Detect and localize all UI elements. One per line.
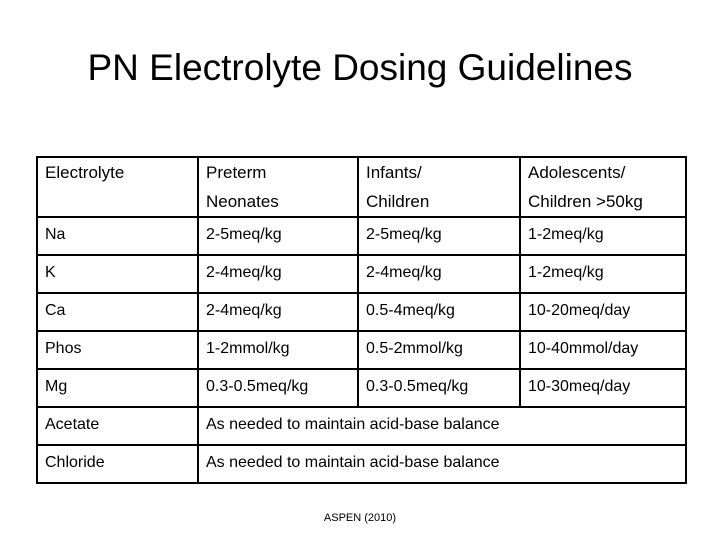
- header-label: Preterm Neonates: [206, 163, 279, 211]
- table-row: [37, 369, 686, 407]
- adolescent-dose-cell: 1-2meq/kg: [520, 217, 686, 255]
- preterm-dose-cell: 2-4meq/kg: [198, 255, 358, 293]
- header-label: Adolescents/ Children >50kg: [528, 163, 643, 211]
- preterm-dose-cell: 1-2mmol/kg: [198, 331, 358, 369]
- electrolyte-name-cell: Phos: [37, 331, 198, 369]
- table-row: [37, 255, 686, 293]
- source-footnote: ASPEN (2010): [323, 512, 397, 524]
- electrolyte-name-cell: Ca: [37, 293, 198, 331]
- header-label: Infants/ Children: [366, 163, 430, 211]
- table-row: [37, 331, 686, 369]
- preterm-dose-cell: 2-5meq/kg: [198, 217, 358, 255]
- preterm-dose-cell: 0.3-0.5meq/kg: [198, 369, 358, 407]
- header-label: Electrolyte: [45, 163, 125, 182]
- slide-title: PN Electrolyte Dosing Guidelines: [87, 47, 633, 88]
- table-row: [37, 445, 686, 483]
- dosing-note-cell: As needed to maintain acid-base balance: [198, 407, 686, 445]
- table-header-row: [37, 157, 686, 217]
- adolescent-dose-cell: 10-30meq/day: [520, 369, 686, 407]
- infant-dose-cell: 0.5-2mmol/kg: [358, 331, 520, 369]
- table-row: [37, 217, 686, 255]
- table-row: [37, 407, 686, 445]
- adolescent-dose-cell: 10-40mmol/day: [520, 331, 686, 369]
- dosing-note-cell: As needed to maintain acid-base balance: [198, 445, 686, 483]
- electrolyte-name-cell: K: [37, 255, 198, 293]
- preterm-dose-cell: 2-4meq/kg: [198, 293, 358, 331]
- adolescent-dose-cell: 1-2meq/kg: [520, 255, 686, 293]
- electrolyte-dosing-table: [36, 156, 687, 484]
- adolescent-dose-cell: 10-20meq/day: [520, 293, 686, 331]
- header-cell-electrolyte: [37, 157, 198, 217]
- infant-dose-cell: 2-4meq/kg: [358, 255, 520, 293]
- electrolyte-name-cell: Acetate: [37, 407, 198, 445]
- electrolyte-name-cell: Na: [37, 217, 198, 255]
- header-cell-infants-children: [358, 157, 520, 217]
- header-cell-preterm-neonates: [198, 157, 358, 217]
- electrolyte-name-cell: Mg: [37, 369, 198, 407]
- electrolyte-name-cell: Chloride: [37, 445, 198, 483]
- infant-dose-cell: 2-5meq/kg: [358, 217, 520, 255]
- table-row: [37, 293, 686, 331]
- header-cell-adolescents-children: [520, 157, 686, 217]
- infant-dose-cell: 0.5-4meq/kg: [358, 293, 520, 331]
- infant-dose-cell: 0.3-0.5meq/kg: [358, 369, 520, 407]
